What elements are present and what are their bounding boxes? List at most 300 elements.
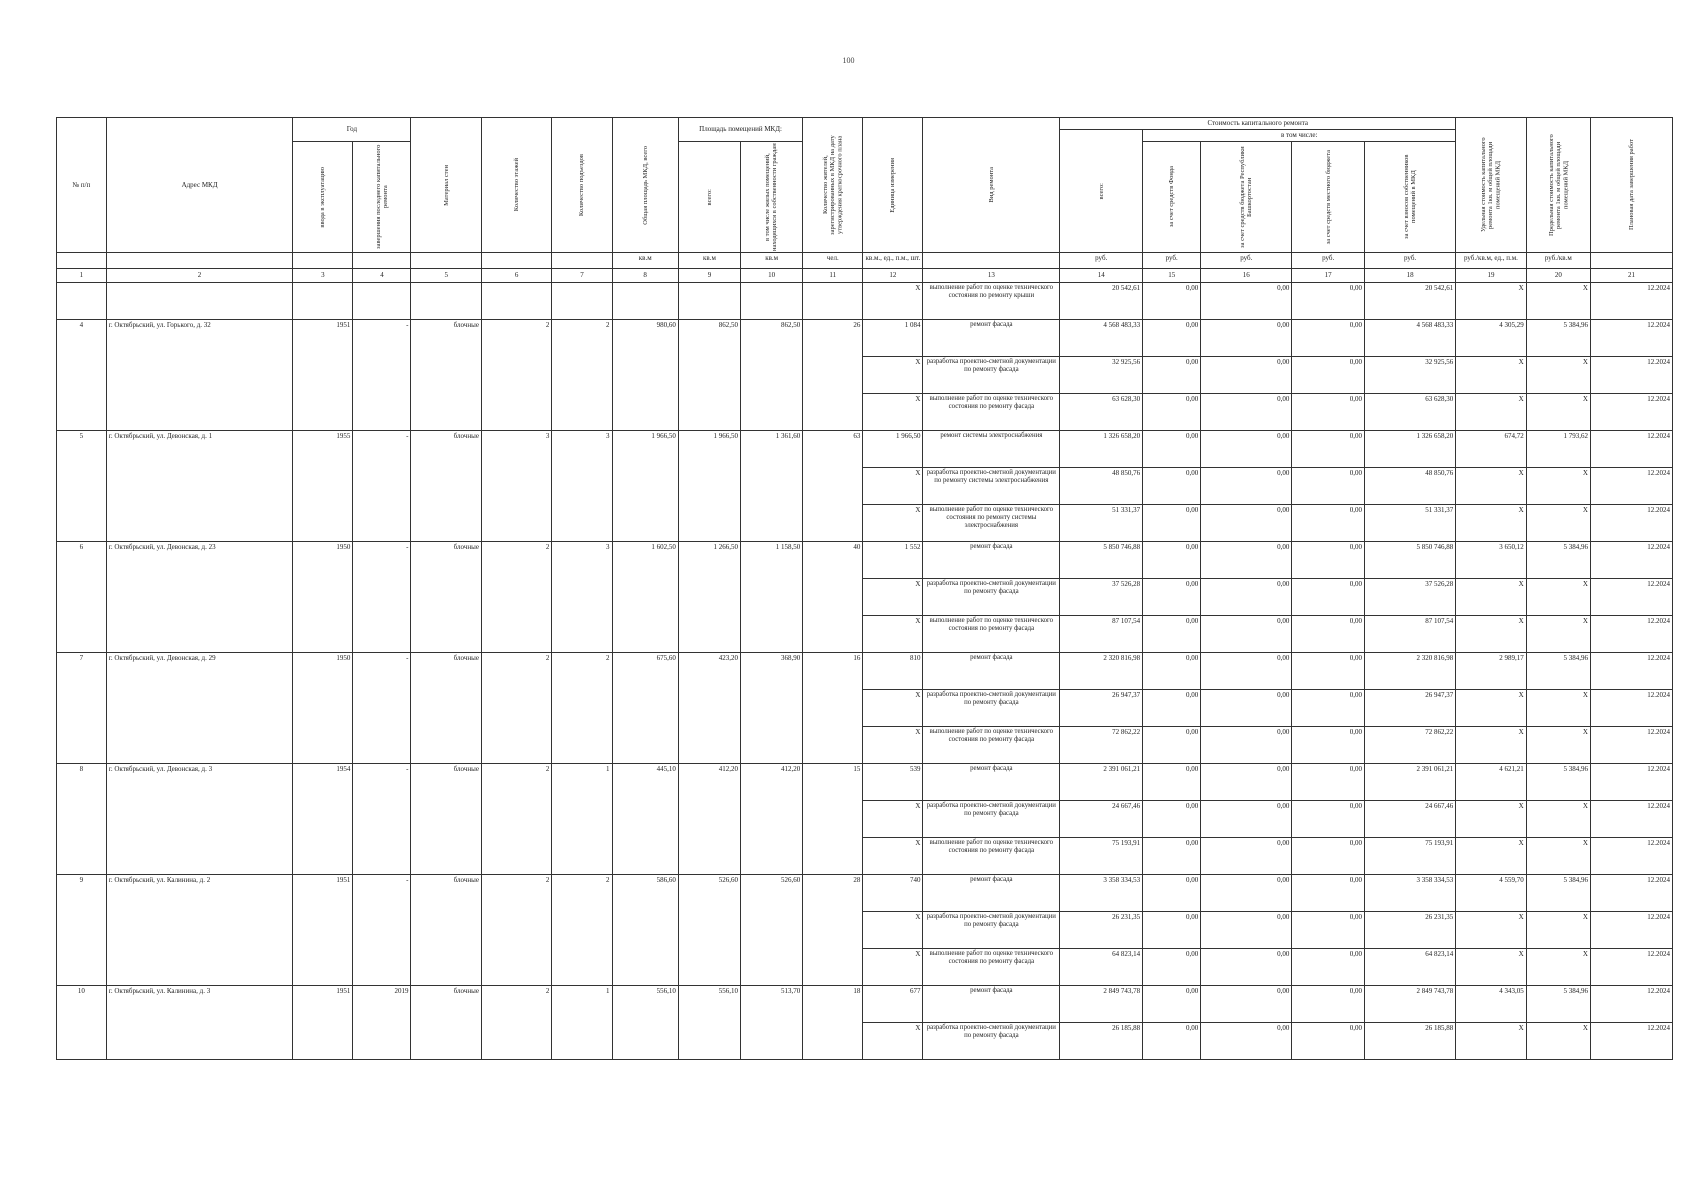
cost-local: 0,00 (1292, 727, 1365, 764)
limit-cost: X (1526, 1023, 1590, 1060)
work-type: ремонт фасада (923, 320, 1060, 357)
cost-total: 64 823,14 (1060, 949, 1143, 986)
cost-republic: 0,00 (1201, 283, 1292, 320)
work-unit: X (863, 838, 923, 875)
cost-fund: 0,00 (1143, 690, 1201, 727)
cost-fund: 0,00 (1143, 875, 1201, 912)
cost-local: 0,00 (1292, 986, 1365, 1023)
empty-cell (678, 283, 740, 320)
building-address: г. Октябрьский, ул. Девонская, д. 23 (106, 542, 293, 653)
residents: 16 (803, 653, 863, 764)
cost-fund: 0,00 (1143, 1023, 1201, 1060)
cost-total: 87 107,54 (1060, 616, 1143, 653)
unit-cost: X (1456, 690, 1526, 727)
deadline: 12.2024 (1590, 949, 1672, 986)
limit-cost: X (1526, 505, 1590, 542)
entrances: 2 (552, 875, 612, 986)
column-number: 6 (481, 269, 551, 283)
cost-total: 72 862,22 (1060, 727, 1143, 764)
work-type: выполнение работ по оценке технического состояния по ремонту фасада (923, 616, 1060, 653)
residents: 15 (803, 764, 863, 875)
header-group-year: Год (293, 118, 411, 142)
empty-cell (552, 283, 612, 320)
deadline: 12.2024 (1590, 986, 1672, 1023)
cost-total: 26 185,88 (1060, 1023, 1143, 1060)
cost-republic: 0,00 (1201, 542, 1292, 579)
cost-local: 0,00 (1292, 690, 1365, 727)
cost-fund: 0,00 (1143, 616, 1201, 653)
table-row (57, 283, 1673, 320)
column-number: 2 (106, 269, 293, 283)
limit-cost: X (1526, 912, 1590, 949)
unit-cell: кв.м (612, 253, 678, 269)
deadline: 12.2024 (1590, 801, 1672, 838)
work-unit: X (863, 912, 923, 949)
total-area: 445,10 (612, 764, 678, 875)
wall-material: блочные (411, 986, 481, 1060)
unit-cost: 3 650,12 (1456, 542, 1526, 579)
table-row (57, 986, 1673, 1023)
unit-cost: X (1456, 1023, 1526, 1060)
row-number: 5 (57, 431, 107, 542)
header-cost-local: за счет средств местного бюджета (1292, 142, 1365, 253)
limit-cost: X (1526, 801, 1590, 838)
column-number: 16 (1201, 269, 1292, 283)
cost-total: 3 358 334,53 (1060, 875, 1143, 912)
unit-cost: 4 559,70 (1456, 875, 1526, 912)
work-unit: X (863, 690, 923, 727)
table-row (57, 764, 1673, 801)
column-number: 5 (411, 269, 481, 283)
cost-local: 0,00 (1292, 283, 1365, 320)
area-all: 556,10 (678, 986, 740, 1060)
unit-cell: кв.м., ед., п.м., шт. (863, 253, 923, 269)
cost-local: 0,00 (1292, 1023, 1365, 1060)
row-number: 10 (57, 986, 107, 1060)
header-year-last-repair: завершения последнего капитального ремонта (353, 142, 411, 253)
cost-republic: 0,00 (1201, 1023, 1292, 1060)
year-last-repair: - (353, 431, 411, 542)
table-body (57, 283, 1673, 1060)
empty-cell (741, 283, 803, 320)
cost-owners: 37 526,28 (1364, 579, 1455, 616)
total-area: 586,60 (612, 875, 678, 986)
column-number: 21 (1590, 269, 1672, 283)
header-work-type: Вид ремонта (923, 118, 1060, 253)
cost-fund: 0,00 (1143, 320, 1201, 357)
cost-local: 0,00 (1292, 616, 1365, 653)
cost-local: 0,00 (1292, 579, 1365, 616)
floors: 2 (481, 542, 551, 653)
building-address: г. Октябрьский, ул. Калинина, д. 2 (106, 875, 293, 986)
cost-local: 0,00 (1292, 653, 1365, 690)
unit-cost: X (1456, 838, 1526, 875)
building-address: г. Октябрьский, ул. Девонская, д. 3 (106, 764, 293, 875)
year-built: 1951 (293, 875, 353, 986)
header-entrances: Количество подъездов (552, 118, 612, 253)
unit-cost: X (1456, 283, 1526, 320)
cost-republic: 0,00 (1201, 986, 1292, 1023)
deadline: 12.2024 (1590, 283, 1672, 320)
deadline: 12.2024 (1590, 320, 1672, 357)
year-last-repair: - (353, 320, 411, 431)
header-wall-material: Материал стен (411, 118, 481, 253)
empty-cell (106, 283, 293, 320)
cost-fund: 0,00 (1143, 394, 1201, 431)
cost-owners: 48 850,76 (1364, 468, 1455, 505)
cost-total: 2 849 743,78 (1060, 986, 1143, 1023)
cost-owners: 87 107,54 (1364, 616, 1455, 653)
work-type: разработка проектно-сметной документации по ремонту фасада (923, 801, 1060, 838)
cost-total: 20 542,61 (1060, 283, 1143, 320)
cost-owners: 26 947,37 (1364, 690, 1455, 727)
cost-fund: 0,00 (1143, 283, 1201, 320)
row-number: 8 (57, 764, 107, 875)
cost-owners: 26 185,88 (1364, 1023, 1455, 1060)
unit-cost: X (1456, 505, 1526, 542)
cost-owners: 2 320 816,98 (1364, 653, 1455, 690)
unit-cost: 2 989,17 (1456, 653, 1526, 690)
cost-republic: 0,00 (1201, 431, 1292, 468)
work-unit: X (863, 394, 923, 431)
residents: 28 (803, 875, 863, 986)
cost-total: 24 667,46 (1060, 801, 1143, 838)
repair-plan-table (56, 117, 1673, 1060)
work-unit: X (863, 357, 923, 394)
unit-cell: руб. (1292, 253, 1365, 269)
residents: 40 (803, 542, 863, 653)
header-area-all: всего: (678, 142, 740, 253)
cost-total: 1 326 658,20 (1060, 431, 1143, 468)
year-last-repair: - (353, 875, 411, 986)
cost-fund: 0,00 (1143, 986, 1201, 1023)
header-floors: Количество этажей (481, 118, 551, 253)
work-unit: X (863, 616, 923, 653)
building-address: г. Октябрьский, ул. Калинина, д. 3 (106, 986, 293, 1060)
building-address: г. Октябрьский, ул. Девонская, д. 29 (106, 653, 293, 764)
deadline: 12.2024 (1590, 357, 1672, 394)
year-built: 1951 (293, 320, 353, 431)
unit-cell: руб./кв.м (1526, 253, 1590, 269)
limit-cost: X (1526, 690, 1590, 727)
deadline: 12.2024 (1590, 727, 1672, 764)
work-type: ремонт фасада (923, 875, 1060, 912)
empty-cell (481, 283, 551, 320)
column-number: 12 (863, 269, 923, 283)
cost-republic: 0,00 (1201, 727, 1292, 764)
cost-republic: 0,00 (1201, 912, 1292, 949)
deadline: 12.2024 (1590, 1023, 1672, 1060)
deadline: 12.2024 (1590, 431, 1672, 468)
total-area: 980,60 (612, 320, 678, 431)
header-cost-total: всего: (1060, 130, 1143, 253)
cost-local: 0,00 (1292, 505, 1365, 542)
work-type: ремонт системы электроснабжения (923, 431, 1060, 468)
entrances: 1 (552, 764, 612, 875)
deadline: 12.2024 (1590, 579, 1672, 616)
cost-owners: 5 850 746,88 (1364, 542, 1455, 579)
cost-local: 0,00 (1292, 431, 1365, 468)
header-address: Адрес МКД (106, 118, 293, 253)
cost-local: 0,00 (1292, 764, 1365, 801)
cost-total: 51 331,37 (1060, 505, 1143, 542)
cost-owners: 3 358 334,53 (1364, 875, 1455, 912)
area-residential: 862,50 (741, 320, 803, 431)
limit-cost: X (1526, 394, 1590, 431)
cost-owners: 64 823,14 (1364, 949, 1455, 986)
deadline: 12.2024 (1590, 542, 1672, 579)
limit-cost: X (1526, 579, 1590, 616)
work-unit: X (863, 727, 923, 764)
cost-owners: 20 542,61 (1364, 283, 1455, 320)
column-number: 10 (741, 269, 803, 283)
column-number: 4 (353, 269, 411, 283)
work-type: выполнение работ по оценке технического состояния по ремонту фасада (923, 727, 1060, 764)
empty-cell (353, 283, 411, 320)
work-type: выполнение работ по оценке технического состояния по ремонту системы электроснабжения (923, 505, 1060, 542)
cost-owners: 26 231,35 (1364, 912, 1455, 949)
table-row (57, 542, 1673, 579)
area-residential: 1 158,50 (741, 542, 803, 653)
work-unit: X (863, 283, 923, 320)
wall-material: блочные (411, 875, 481, 986)
work-type: разработка проектно-сметной документации по ремонту фасада (923, 357, 1060, 394)
unit-cell: руб. (1143, 253, 1201, 269)
cost-local: 0,00 (1292, 542, 1365, 579)
area-residential: 368,90 (741, 653, 803, 764)
unit-cost: 4 343,05 (1456, 986, 1526, 1023)
work-type: разработка проектно-сметной документации по ремонту системы электроснабжения (923, 468, 1060, 505)
unit-cost: X (1456, 727, 1526, 764)
cost-total: 4 568 483,33 (1060, 320, 1143, 357)
total-area: 675,60 (612, 653, 678, 764)
repair-plan-table-wrapper (56, 117, 1673, 1060)
year-last-repair: - (353, 542, 411, 653)
cost-local: 0,00 (1292, 357, 1365, 394)
cost-republic: 0,00 (1201, 764, 1292, 801)
wall-material: блочные (411, 653, 481, 764)
cost-republic: 0,00 (1201, 505, 1292, 542)
cost-total: 2 391 061,21 (1060, 764, 1143, 801)
cost-fund: 0,00 (1143, 764, 1201, 801)
cost-republic: 0,00 (1201, 579, 1292, 616)
cost-republic: 0,00 (1201, 653, 1292, 690)
unit-cost: X (1456, 357, 1526, 394)
entrances: 3 (552, 431, 612, 542)
work-type: выполнение работ по оценке технического состояния по ремонту фасада (923, 838, 1060, 875)
work-unit: X (863, 505, 923, 542)
header-cost-republic: за счет средств бюджета Республики Башкортостан (1201, 142, 1292, 253)
cost-fund: 0,00 (1143, 727, 1201, 764)
floors: 2 (481, 764, 551, 875)
column-number: 20 (1526, 269, 1590, 283)
cost-republic: 0,00 (1201, 320, 1292, 357)
work-type: ремонт фасада (923, 542, 1060, 579)
table-row (57, 875, 1673, 912)
column-number: 13 (923, 269, 1060, 283)
unit-cell: руб. (1364, 253, 1455, 269)
deadline: 12.2024 (1590, 653, 1672, 690)
cost-local: 0,00 (1292, 838, 1365, 875)
year-built: 1950 (293, 542, 353, 653)
area-residential: 1 361,60 (741, 431, 803, 542)
row-number: 4 (57, 320, 107, 431)
cost-republic: 0,00 (1201, 616, 1292, 653)
column-number: 18 (1364, 269, 1455, 283)
cost-owners: 72 862,22 (1364, 727, 1455, 764)
deadline: 12.2024 (1590, 690, 1672, 727)
area-all: 412,20 (678, 764, 740, 875)
column-number: 1 (57, 269, 107, 283)
cost-republic: 0,00 (1201, 875, 1292, 912)
column-number: 19 (1456, 269, 1526, 283)
cost-total: 2 320 816,98 (1060, 653, 1143, 690)
deadline: 12.2024 (1590, 616, 1672, 653)
unit-cost: 674,72 (1456, 431, 1526, 468)
total-area: 1 602,50 (612, 542, 678, 653)
column-number: 7 (552, 269, 612, 283)
wall-material: блочные (411, 764, 481, 875)
table-row (57, 653, 1673, 690)
header-unit-cost: Удельная стоимость капитального ремонта 1кв. м общей площади помещений МКД (1456, 118, 1526, 253)
residents: 26 (803, 320, 863, 431)
area-all: 862,50 (678, 320, 740, 431)
empty-cell (612, 283, 678, 320)
work-type: ремонт фасада (923, 986, 1060, 1023)
cost-local: 0,00 (1292, 912, 1365, 949)
work-unit: 810 (863, 653, 923, 690)
column-number: 11 (803, 269, 863, 283)
cost-fund: 0,00 (1143, 357, 1201, 394)
cost-owners: 32 925,56 (1364, 357, 1455, 394)
cost-owners: 2 391 061,21 (1364, 764, 1455, 801)
limit-cost: 5 384,96 (1526, 875, 1590, 912)
cost-local: 0,00 (1292, 875, 1365, 912)
empty-cell (803, 283, 863, 320)
floors: 2 (481, 986, 551, 1060)
floors: 2 (481, 875, 551, 986)
limit-cost: X (1526, 357, 1590, 394)
cost-owners: 24 667,46 (1364, 801, 1455, 838)
row-number: 9 (57, 875, 107, 986)
area-all: 1 966,50 (678, 431, 740, 542)
unit-cell: кв.м (678, 253, 740, 269)
unit-cell: руб. (1201, 253, 1292, 269)
entrances: 2 (552, 320, 612, 431)
empty-cell (57, 283, 107, 320)
cost-total: 5 850 746,88 (1060, 542, 1143, 579)
header-group-cost: Стоимость капитального ремонта (1060, 118, 1456, 130)
deadline: 12.2024 (1590, 394, 1672, 431)
cost-owners: 4 568 483,33 (1364, 320, 1455, 357)
cost-owners: 63 628,30 (1364, 394, 1455, 431)
limit-cost: 5 384,96 (1526, 542, 1590, 579)
cost-local: 0,00 (1292, 468, 1365, 505)
cost-fund: 0,00 (1143, 801, 1201, 838)
entrances: 2 (552, 653, 612, 764)
work-type: разработка проектно-сметной документации по ремонту фасада (923, 690, 1060, 727)
work-unit: 539 (863, 764, 923, 801)
header-residents: Количество жителей, зарегистрированных в МКД на дату утверждения краткосрочного плана (803, 118, 863, 253)
unit-cost: X (1456, 468, 1526, 505)
limit-cost: X (1526, 468, 1590, 505)
area-all: 526,60 (678, 875, 740, 986)
cost-republic: 0,00 (1201, 801, 1292, 838)
year-last-repair: - (353, 653, 411, 764)
limit-cost: X (1526, 616, 1590, 653)
limit-cost: 5 384,96 (1526, 653, 1590, 690)
cost-total: 37 526,28 (1060, 579, 1143, 616)
work-type: ремонт фасада (923, 653, 1060, 690)
cost-fund: 0,00 (1143, 542, 1201, 579)
work-unit: X (863, 949, 923, 986)
unit-cost: 4 305,29 (1456, 320, 1526, 357)
work-unit: 740 (863, 875, 923, 912)
year-built: 1951 (293, 986, 353, 1060)
header-cost-owners: за счет взносов собственников помещений в МКД (1364, 142, 1455, 253)
deadline: 12.2024 (1590, 875, 1672, 912)
work-type: разработка проектно-сметной документации по ремонту фасада (923, 579, 1060, 616)
work-unit: 1 084 (863, 320, 923, 357)
year-built: 1950 (293, 653, 353, 764)
row-number: 7 (57, 653, 107, 764)
work-unit: 1 552 (863, 542, 923, 579)
header-limit-cost: Предельная стоимость капитального ремонта 1кв. м общей площади помещений МКД (1526, 118, 1590, 253)
deadline: 12.2024 (1590, 468, 1672, 505)
header-group-premises-area: Площадь помещений МКД: (678, 118, 802, 142)
deadline: 12.2024 (1590, 838, 1672, 875)
column-number: 17 (1292, 269, 1365, 283)
building-address: г. Октябрьский, ул. Горького, д. 32 (106, 320, 293, 431)
work-unit: X (863, 468, 923, 505)
limit-cost: X (1526, 838, 1590, 875)
cost-republic: 0,00 (1201, 690, 1292, 727)
header-group-cost-incl: в том числе: (1143, 130, 1456, 142)
cost-owners: 51 331,37 (1364, 505, 1455, 542)
unit-cell: руб. (1060, 253, 1143, 269)
work-type: выполнение работ по оценке технического состояния по ремонту фасада (923, 949, 1060, 986)
cost-owners: 1 326 658,20 (1364, 431, 1455, 468)
cost-fund: 0,00 (1143, 579, 1201, 616)
cost-republic: 0,00 (1201, 394, 1292, 431)
floors: 2 (481, 653, 551, 764)
column-number: 14 (1060, 269, 1143, 283)
entrances: 1 (552, 986, 612, 1060)
units-row (57, 253, 1673, 269)
deadline: 12.2024 (1590, 912, 1672, 949)
unit-cell: чел. (803, 253, 863, 269)
total-area: 556,10 (612, 986, 678, 1060)
area-all: 423,20 (678, 653, 740, 764)
header-unit: Единица измерения (863, 118, 923, 253)
unit-cost: X (1456, 949, 1526, 986)
floors: 3 (481, 431, 551, 542)
wall-material: блочные (411, 542, 481, 653)
cost-fund: 0,00 (1143, 838, 1201, 875)
year-last-repair: 2019 (353, 986, 411, 1060)
cost-fund: 0,00 (1143, 653, 1201, 690)
cost-owners: 75 193,91 (1364, 838, 1455, 875)
limit-cost: 5 384,96 (1526, 986, 1590, 1023)
empty-cell (411, 283, 481, 320)
column-number: 15 (1143, 269, 1201, 283)
page-number: 100 (842, 56, 855, 65)
unit-cell: кв.м (741, 253, 803, 269)
column-numbers-row (57, 269, 1673, 283)
year-built: 1954 (293, 764, 353, 875)
cost-republic: 0,00 (1201, 357, 1292, 394)
work-unit: X (863, 801, 923, 838)
